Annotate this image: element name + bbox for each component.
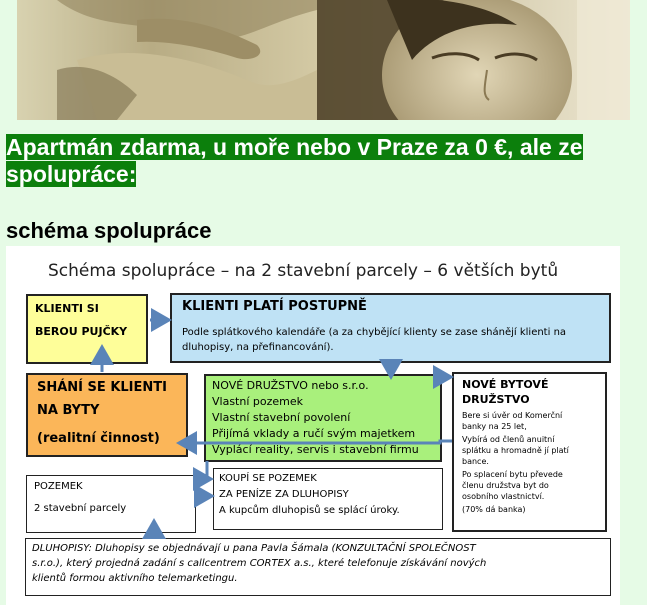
cooperative-line-2: Vlastní pozemek bbox=[212, 395, 303, 408]
bonds-line-3: klientů formou aktivního telemarketingu. bbox=[32, 573, 238, 584]
cooperative-line-1: NOVÉ DRUŽSTVO nebo s.r.o. bbox=[212, 379, 369, 392]
searching-clients-line-3: (realitní činnost) bbox=[37, 431, 160, 446]
arrow-cooperative-to-buys-land bbox=[207, 461, 211, 479]
clients-pay-box bbox=[170, 293, 611, 363]
housing-coop-line-6: Po splacení bytu převede bbox=[462, 470, 563, 479]
searching-clients-line-1: SHÁNÍ SE KLIENTI bbox=[37, 380, 167, 395]
housing-coop-line-8: osobního vlastnictví. bbox=[462, 492, 545, 501]
clients-borrow-line-1: KLIENTI SI bbox=[35, 302, 99, 315]
housing-coop-heading-2: DRUŽSTVO bbox=[462, 393, 530, 406]
buys-land-line-3: A kupcům dluhopisů se splácí úroky. bbox=[219, 505, 400, 516]
clients-pay-line-1: Podle splátkového kalendáře (a za chybějící klienty se zase shánějí klienti na bbox=[182, 327, 567, 338]
buys-land-line-1: KOUPÍ SE POZEMEK bbox=[219, 473, 317, 484]
clients-borrow-box bbox=[26, 294, 148, 364]
headline-text: Apartmán zdarma, u moře nebo v Praze za 0 €, ale ze spolupráce: bbox=[6, 134, 583, 187]
searching-clients-line-2: NA BYTY bbox=[37, 403, 100, 418]
header-banner-image bbox=[17, 0, 630, 120]
housing-coop-box bbox=[452, 372, 607, 532]
housing-coop-line-4: splátku a hromadně jí platí bbox=[462, 446, 569, 455]
housing-coop-line-9: (70% dá banka) bbox=[462, 505, 526, 514]
cooperative-line-3: Vlastní stavební povolení bbox=[212, 411, 351, 424]
cooperation-diagram bbox=[6, 246, 620, 605]
land-box bbox=[26, 475, 196, 533]
buys-land-line-2: ZA PENÍZE ZA DLUHOPISY bbox=[219, 489, 349, 500]
land-line-2: 2 stavební parcely bbox=[34, 503, 127, 514]
bonds-line-1: DLUHOPISY: Dluhopisy se objednávají u pana Pavla Šámala (KONZULTAČNÍ SPOLEČNOST bbox=[32, 543, 476, 554]
cooperative-box bbox=[204, 374, 442, 462]
housing-coop-line-2: banky na 25 let, bbox=[462, 422, 527, 431]
cooperative-line-4: Přijímá vklady a ručí svým majetkem bbox=[212, 427, 416, 440]
housing-coop-line-1: Bere si úvěr od Komerční bbox=[462, 411, 563, 420]
bonds-line-2: s.r.o.), který projedná zadání s callcentrem CORTEX a.s., které telefonuje získávání nových bbox=[32, 558, 487, 569]
searching-clients-box bbox=[26, 373, 188, 457]
housing-coop-heading-1: NOVÉ BYTOVÉ bbox=[462, 378, 549, 391]
diagram-title: Schéma spolupráce – na 2 stavební parcely – 6 větších bytů bbox=[48, 261, 559, 281]
buys-land-box bbox=[213, 468, 443, 530]
clients-pay-heading: KLIENTI PLATÍ POSTUPNĚ bbox=[182, 299, 367, 314]
page-headline bbox=[6, 134, 630, 188]
housing-coop-line-5: bance. bbox=[462, 457, 489, 466]
bonds-box bbox=[25, 538, 611, 596]
housing-coop-line-3: Vybírá od členů anuitní bbox=[462, 435, 555, 444]
land-line-1: POZEMEK bbox=[34, 481, 83, 492]
housing-coop-line-7: členu družstva byt do bbox=[462, 481, 549, 490]
section-heading: schéma spolupráce bbox=[6, 218, 212, 243]
clients-pay-line-2: dluhopisy, na přefinancování). bbox=[182, 342, 334, 353]
clients-borrow-line-2: BEROU PUJČKY bbox=[35, 325, 128, 338]
cooperative-line-5: Vyplácí reality, servis i stavební firmu bbox=[212, 443, 419, 456]
